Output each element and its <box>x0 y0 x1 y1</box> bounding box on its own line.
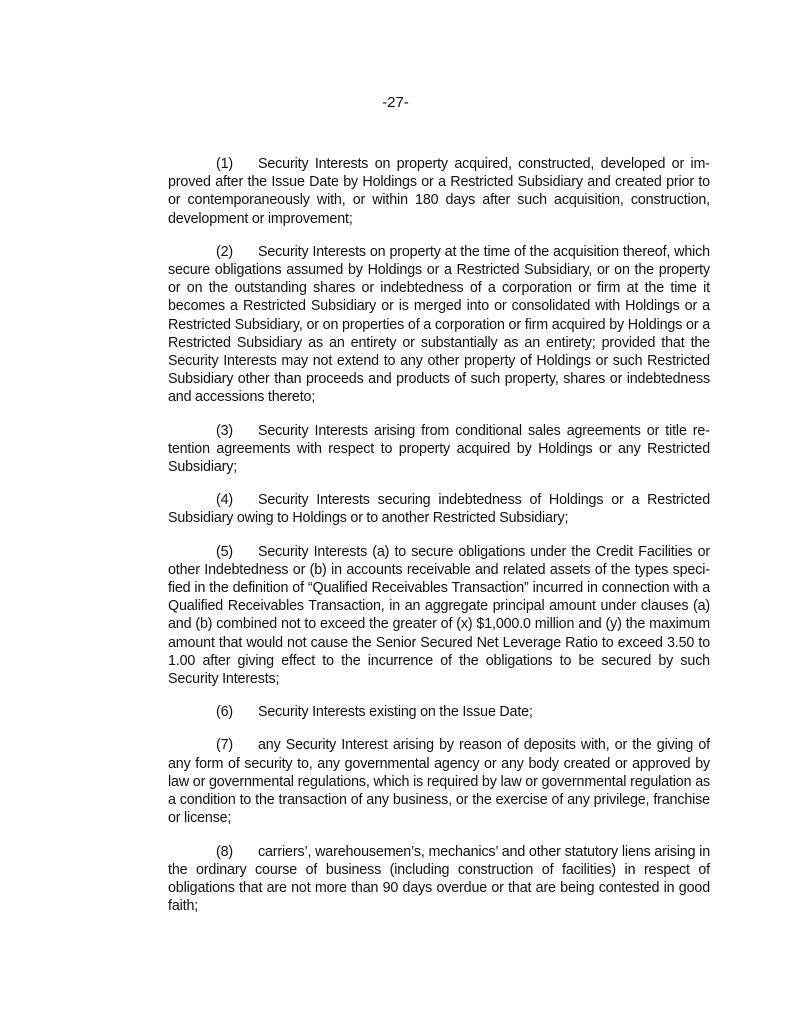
list-item-text: Security Interests securing indebtedness of Holdings or a Restricted Subsidiary owing to Holdings or to another Restricted Subsidiary; <box>168 492 710 527</box>
list-item-number: (5) <box>216 543 234 560</box>
list-item <box>168 736 710 827</box>
list-item <box>168 155 710 228</box>
list-item <box>168 843 710 916</box>
list-item-number: (7) <box>216 737 234 754</box>
list-item-number: (4) <box>216 492 234 509</box>
list-item-text: carriers’, warehousemen’s, mechanics’ and other statutory liens arising in the ordinary course of business (including construction of facilities) in respect of obligations that are not more than 90 days overdue or that are being contested in good faith; <box>168 843 710 915</box>
document-body <box>168 155 710 930</box>
list-item-text: Security Interests (a) to secure obligations under the Credit Facilities or other Indebtedness or (b) in accounts receivable and related assets of the types specified in the definition of “Qualified Receivables Transaction” incurred in connection with a Qualified Receivables Transaction, in an aggregate principal amount under clauses (a) and (b) combined not to exceed the greater of (x) $1,000.0 million and (y) the maximum amount that would not cause the Senior Secured Net Leverage Ratio to exceed 3.50 to 1.00 after giving effect to the incurrence of the obligations to be secured by such Security Interests; <box>168 543 710 688</box>
list-item-number: (8) <box>216 843 234 860</box>
list-item-text: Security Interests on property at the time of the acquisition thereof, which secure obligations assumed by Holdings or a Restricted Subsidiary, or on the property or on the outstanding shares or indebtedness of a corporation or firm at the time it becomes a Restricted Subsidiary or is merged into or consolidated with Holdings or a Restricted Subsidiary, or on properties of a corporation or firm acquired by Holdings or a Restricted Subsidiary as an entirety or substantially as an entirety; provided that the Security Interests may not extend to any other property of Holdings or such Restricted Subsidiary other than proceeds and products of such property, shares or indebtedness and accessions thereto; <box>168 243 710 406</box>
list-item-number: (3) <box>216 422 234 439</box>
page-number: -27- <box>382 94 409 111</box>
list-item-text: Security Interests on property acquired, constructed, developed or improved after the Issue Date by Holdings or a Restricted Subsidiary and created prior to or contemporaneously with, or within 180 days after such acquisition, construction, development or improvement; <box>168 156 710 227</box>
list-item <box>168 243 710 407</box>
list-item <box>168 543 710 689</box>
list-item <box>168 422 710 477</box>
list-item-number: (1) <box>216 156 234 172</box>
list-item-text: Security Interests arising from conditional sales agreements or title retention agreements with respect to property acquired by Holdings or any Restricted Subsidiary; <box>168 422 710 476</box>
list-item <box>168 703 710 721</box>
list-item-number: (6) <box>216 704 234 721</box>
list-item-number: (2) <box>216 243 234 260</box>
list-item-text: Security Interests existing on the Issue Date; <box>258 704 533 721</box>
list-item-text: any Security Interest arising by reason of deposits with, or the giving of any form of security to, any governmental agency or any body created or approved by law or governmental regulations, which is required by law or governmental regulation as a condition to the transaction of any business, or the exercise of any privilege, franchise or license; <box>168 737 710 827</box>
list-item <box>168 491 710 527</box>
